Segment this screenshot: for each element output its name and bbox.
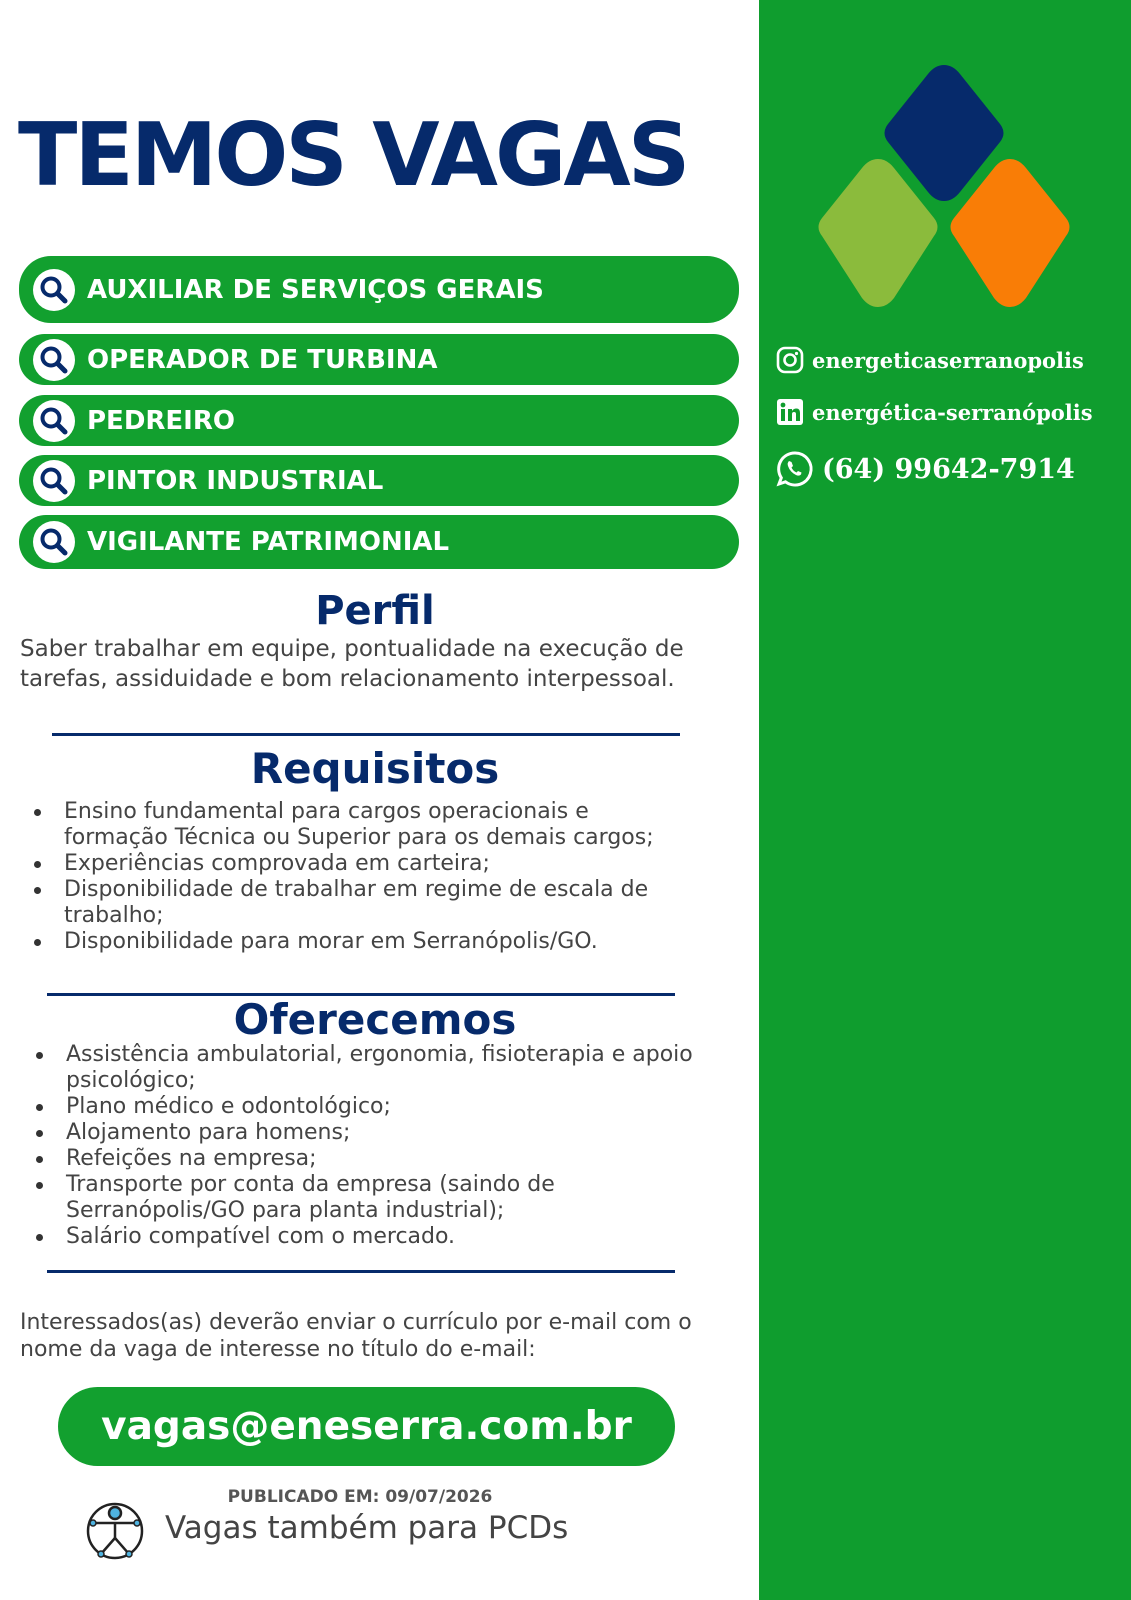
whatsapp-icon bbox=[776, 450, 814, 488]
search-icon bbox=[33, 400, 75, 442]
list-item: Transporte por conta da empresa (saindo de Serranópolis/GO para planta industrial); bbox=[22, 1172, 722, 1224]
list-item: Refeições na empresa; bbox=[22, 1146, 722, 1172]
whatsapp-contact[interactable] bbox=[776, 450, 1075, 488]
linkedin-icon bbox=[776, 398, 804, 426]
list-item: Salário compatível com o mercado. bbox=[22, 1224, 722, 1250]
company-logo bbox=[814, 62, 1074, 317]
search-icon bbox=[33, 269, 75, 311]
page-title: TEMOS VAGAS bbox=[18, 104, 688, 206]
email-button[interactable]: vagas@eneserra.com.br bbox=[58, 1387, 675, 1466]
perfil-heading: Perfil bbox=[315, 588, 435, 634]
oferecemos-heading: Oferecemos bbox=[233, 995, 517, 1044]
instagram-icon bbox=[776, 346, 804, 374]
search-icon bbox=[33, 521, 75, 563]
list-item: Disponibilidade para morar em Serranópolis/GO. bbox=[20, 929, 680, 955]
pcd-notice: Vagas também para PCDs bbox=[165, 1510, 569, 1546]
instagram-handle[interactable] bbox=[776, 346, 1084, 374]
job-item[interactable] bbox=[19, 256, 739, 323]
job-item[interactable] bbox=[19, 395, 739, 446]
requisitos-list bbox=[20, 799, 680, 955]
job-label: OPERADOR DE TURBINA bbox=[87, 344, 438, 375]
job-item[interactable] bbox=[19, 334, 739, 385]
job-label: AUXILIAR DE SERVIÇOS GERAIS bbox=[87, 274, 544, 305]
whatsapp-label: (64) 99642-7914 bbox=[822, 453, 1075, 485]
divider bbox=[47, 1270, 675, 1273]
job-item[interactable] bbox=[19, 455, 739, 506]
application-instructions: Interessados(as) deverão enviar o currículo por e-mail com o nome da vaga de interesse no título do e-mail: bbox=[20, 1310, 692, 1362]
oferecemos-list bbox=[22, 1042, 722, 1250]
job-label: VIGILANTE PATRIMONIAL bbox=[87, 527, 450, 557]
list-item: Assistência ambulatorial, ergonomia, fisioterapia e apoio psicológico; bbox=[22, 1042, 722, 1094]
divider bbox=[52, 733, 680, 736]
job-label: PINTOR INDUSTRIAL bbox=[87, 465, 384, 496]
requisitos-heading: Requisitos bbox=[250, 744, 500, 793]
job-item[interactable] bbox=[19, 515, 739, 569]
published-date: PUBLICADO EM: 09/07/2026 bbox=[227, 1487, 493, 1507]
search-icon bbox=[33, 339, 75, 381]
linkedin-handle[interactable] bbox=[776, 398, 1093, 426]
instagram-label: energeticaserranopolis bbox=[812, 347, 1084, 373]
list-item: Experiências comprovada em carteira; bbox=[20, 851, 680, 877]
search-icon bbox=[33, 460, 75, 502]
job-label: PEDREIRO bbox=[87, 405, 235, 436]
perfil-text: Saber trabalhar em equipe, pontualidade na execução de tarefas, assiduidade e bom relacionamento interpessoal. bbox=[20, 636, 684, 692]
accessibility-icon bbox=[84, 1500, 146, 1562]
linkedin-label: energética-serranópolis bbox=[812, 399, 1093, 425]
list-item: Ensino fundamental para cargos operacionais e formação Técnica ou Superior para os demais cargos; bbox=[20, 799, 680, 851]
list-item: Alojamento para homens; bbox=[22, 1120, 722, 1146]
list-item: Disponibilidade de trabalhar em regime de escala de trabalho; bbox=[20, 877, 680, 929]
list-item: Plano médico e odontológico; bbox=[22, 1094, 722, 1120]
